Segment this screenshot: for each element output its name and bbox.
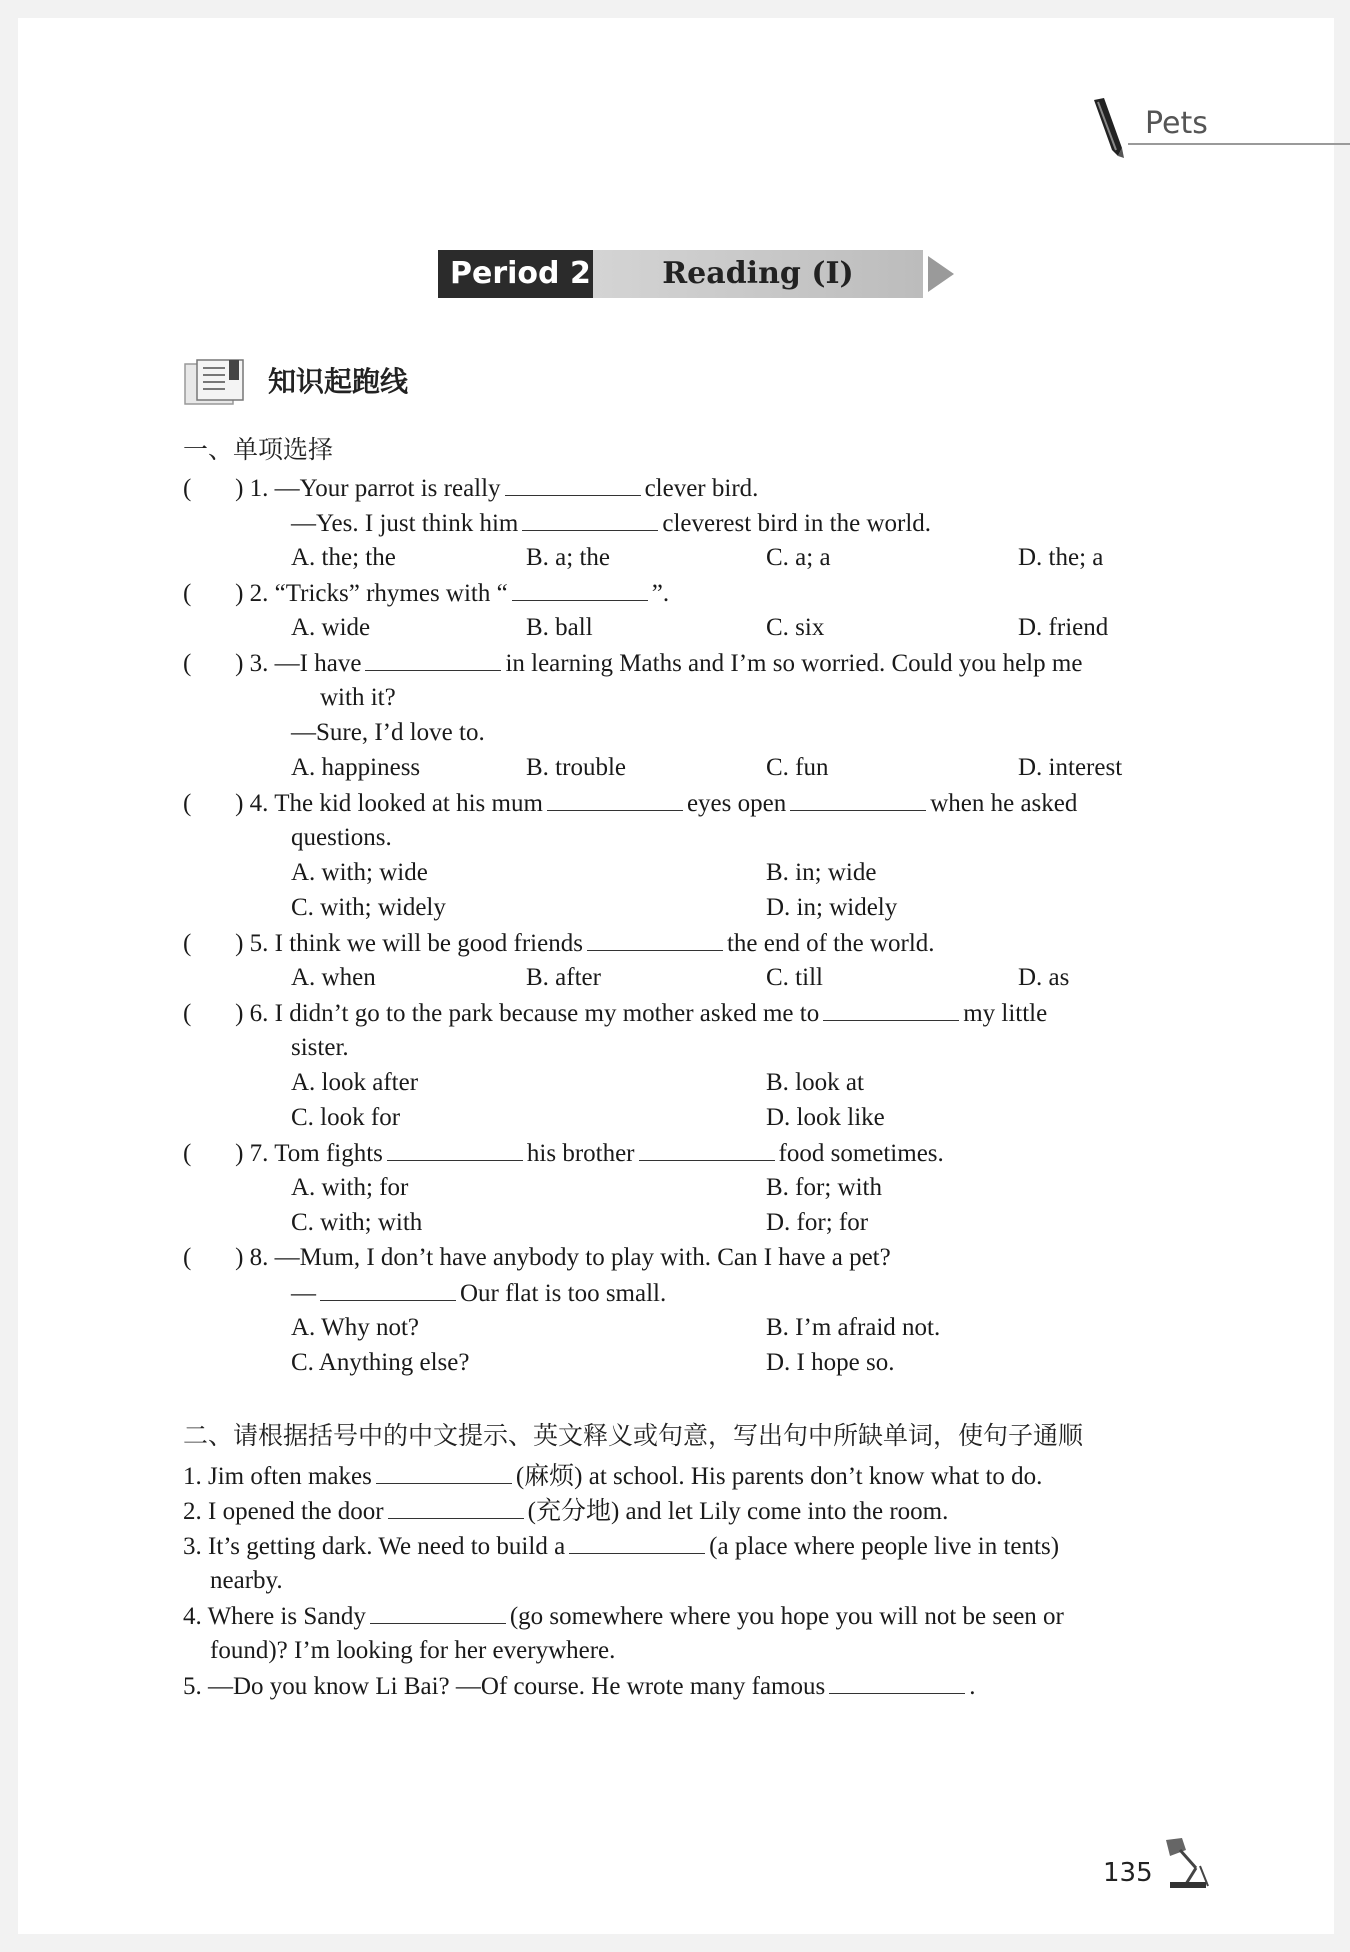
option-d: D. friend [1018,614,1109,641]
answer-blank[interactable] [365,648,501,671]
question-3: ( ) 3. —I have in learning Maths and I’m so worried. Could you help me [183,650,1083,677]
answer-paren[interactable]: ( ) [183,650,244,677]
answer-paren[interactable]: ( ) [183,790,244,817]
option-b: B. in; wide [766,859,877,886]
fill-item-3: 3. It’s getting dark. We need to build a (a place where people live in tents) [183,1533,1060,1560]
answer-blank[interactable] [388,1496,524,1519]
question-number: 8. [249,1244,269,1271]
question-5: ( ) 5. I think we will be good friends the end of the world. [183,930,935,957]
question-number: 5. [249,930,269,957]
page-number: 135 [1103,1858,1153,1888]
fill-item-5: 5. —Do you know Li Bai? —Of course. He wrote many famous . [183,1673,976,1700]
answer-blank[interactable] [512,578,648,601]
question-6: ( ) 6. I didn’t go to the park because my mother asked me to my little [183,1000,1048,1027]
question-4-continued: questions. [291,824,392,851]
question-8: ( ) 8. —Mum, I don’t have anybody to play with. Can I have a pet? [183,1244,891,1271]
section-heading: 知识起跑线 [268,365,409,398]
question-1-line-2: —Yes. I just think him cleverest bird in the world. [291,510,932,537]
period-banner [438,250,954,298]
answer-paren[interactable]: ( ) [183,580,244,607]
question-7: ( ) 7. Tom fights his brother food sometimes. [183,1140,944,1167]
question-8-reply: — Our flat is too small. [291,1280,667,1307]
workbook-page [18,18,1334,1934]
option-b: B. after [526,964,601,991]
answer-blank[interactable] [522,508,658,531]
fill-item-4-continued: found)? I’m looking for her everywhere. [210,1637,616,1664]
fill-item-3-continued: nearby. [210,1567,283,1594]
fill-item-2: 2. I opened the door (充分地) and let Lily come into the room. [183,1498,949,1525]
answer-blank[interactable] [547,788,683,811]
chapter-title: Pets [1145,106,1208,141]
option-b: B. for; with [766,1174,882,1201]
option-b: B. I’m afraid not. [766,1314,941,1341]
option-c: C. with; widely [291,894,446,921]
option-a: A. wide [291,614,371,641]
answer-blank[interactable] [320,1278,456,1301]
answer-blank[interactable] [505,473,641,496]
option-c: C. till [766,964,823,991]
question-number: 2. [249,580,269,607]
option-d: D. I hope so. [766,1349,895,1376]
option-d: D. in; widely [766,894,898,921]
option-a: A. happiness [291,754,421,781]
question-4: ( ) 4. The kid looked at his mum eyes open when he asked [183,790,1078,817]
period-label: Period 2 [438,250,593,298]
answer-blank[interactable] [829,1671,965,1694]
option-a: A. look after [291,1069,419,1096]
answer-blank[interactable] [639,1138,775,1161]
option-b: B. a; the [526,544,611,571]
option-a: A. with; for [291,1174,409,1201]
answer-paren[interactable]: ( ) [183,1140,244,1167]
option-d: D. the; a [1018,544,1104,571]
option-d: D. for; for [766,1209,869,1236]
header-divider [1128,143,1350,145]
question-number: 6. [249,1000,269,1027]
part2-heading: 二、请根据括号中的中文提示、英文释义或句意，写出句中所缺单词，使句子通顺 [183,1421,1084,1450]
answer-paren[interactable]: ( ) [183,1000,244,1027]
option-c: C. Anything else? [291,1349,470,1376]
option-c: C. six [766,614,825,641]
answer-paren[interactable]: ( ) [183,930,244,957]
question-3-continued: with it? [320,684,396,711]
option-c: C. a; a [766,544,831,571]
option-a: A. the; the [291,544,396,571]
answer-blank[interactable] [587,928,723,951]
period-title: Reading (I) [593,250,923,298]
answer-blank[interactable] [387,1138,523,1161]
option-d: D. look like [766,1104,885,1131]
option-c: C. with; with [291,1209,423,1236]
question-number: 1. [249,475,269,502]
question-number: 7. [249,1140,269,1167]
option-a: A. with; wide [291,859,428,886]
pen-icon [1088,96,1134,162]
question-number: 3. [249,650,269,677]
option-c: C. fun [766,754,829,781]
answer-blank[interactable] [376,1461,512,1484]
question-3-reply: —Sure, I’d love to. [291,719,485,746]
option-b: B. ball [526,614,593,641]
fill-item-1: 1. Jim often makes (麻烦) at school. His parents don’t know what to do. [183,1463,1043,1490]
answer-paren[interactable]: ( ) [183,475,244,502]
play-arrow-icon [926,254,956,294]
option-a: A. Why not? [291,1314,419,1341]
question-2: ( ) 2. “Tricks” rhymes with “ ”. [183,580,670,607]
answer-blank[interactable] [370,1601,506,1624]
answer-blank[interactable] [790,788,926,811]
question-1: ( ) 1. —Your parrot is really clever bird. [183,475,759,502]
answer-blank[interactable] [823,998,959,1021]
option-b: B. look at [766,1069,864,1096]
option-b: B. trouble [526,754,626,781]
part1-heading: 一、单项选择 [183,435,334,464]
option-d: D. interest [1018,754,1123,781]
question-number: 4. [249,790,269,817]
option-a: A. when [291,964,376,991]
notebook-icon [183,358,249,408]
answer-paren[interactable]: ( ) [183,1244,244,1271]
desk-lamp-icon [1156,1836,1214,1894]
answer-blank[interactable] [569,1531,705,1554]
option-d: D. as [1018,964,1070,991]
fill-item-4: 4. Where is Sandy (go somewhere where you hope you will not be seen or [183,1603,1064,1630]
option-c: C. look for [291,1104,401,1131]
question-6-continued: sister. [291,1034,349,1061]
